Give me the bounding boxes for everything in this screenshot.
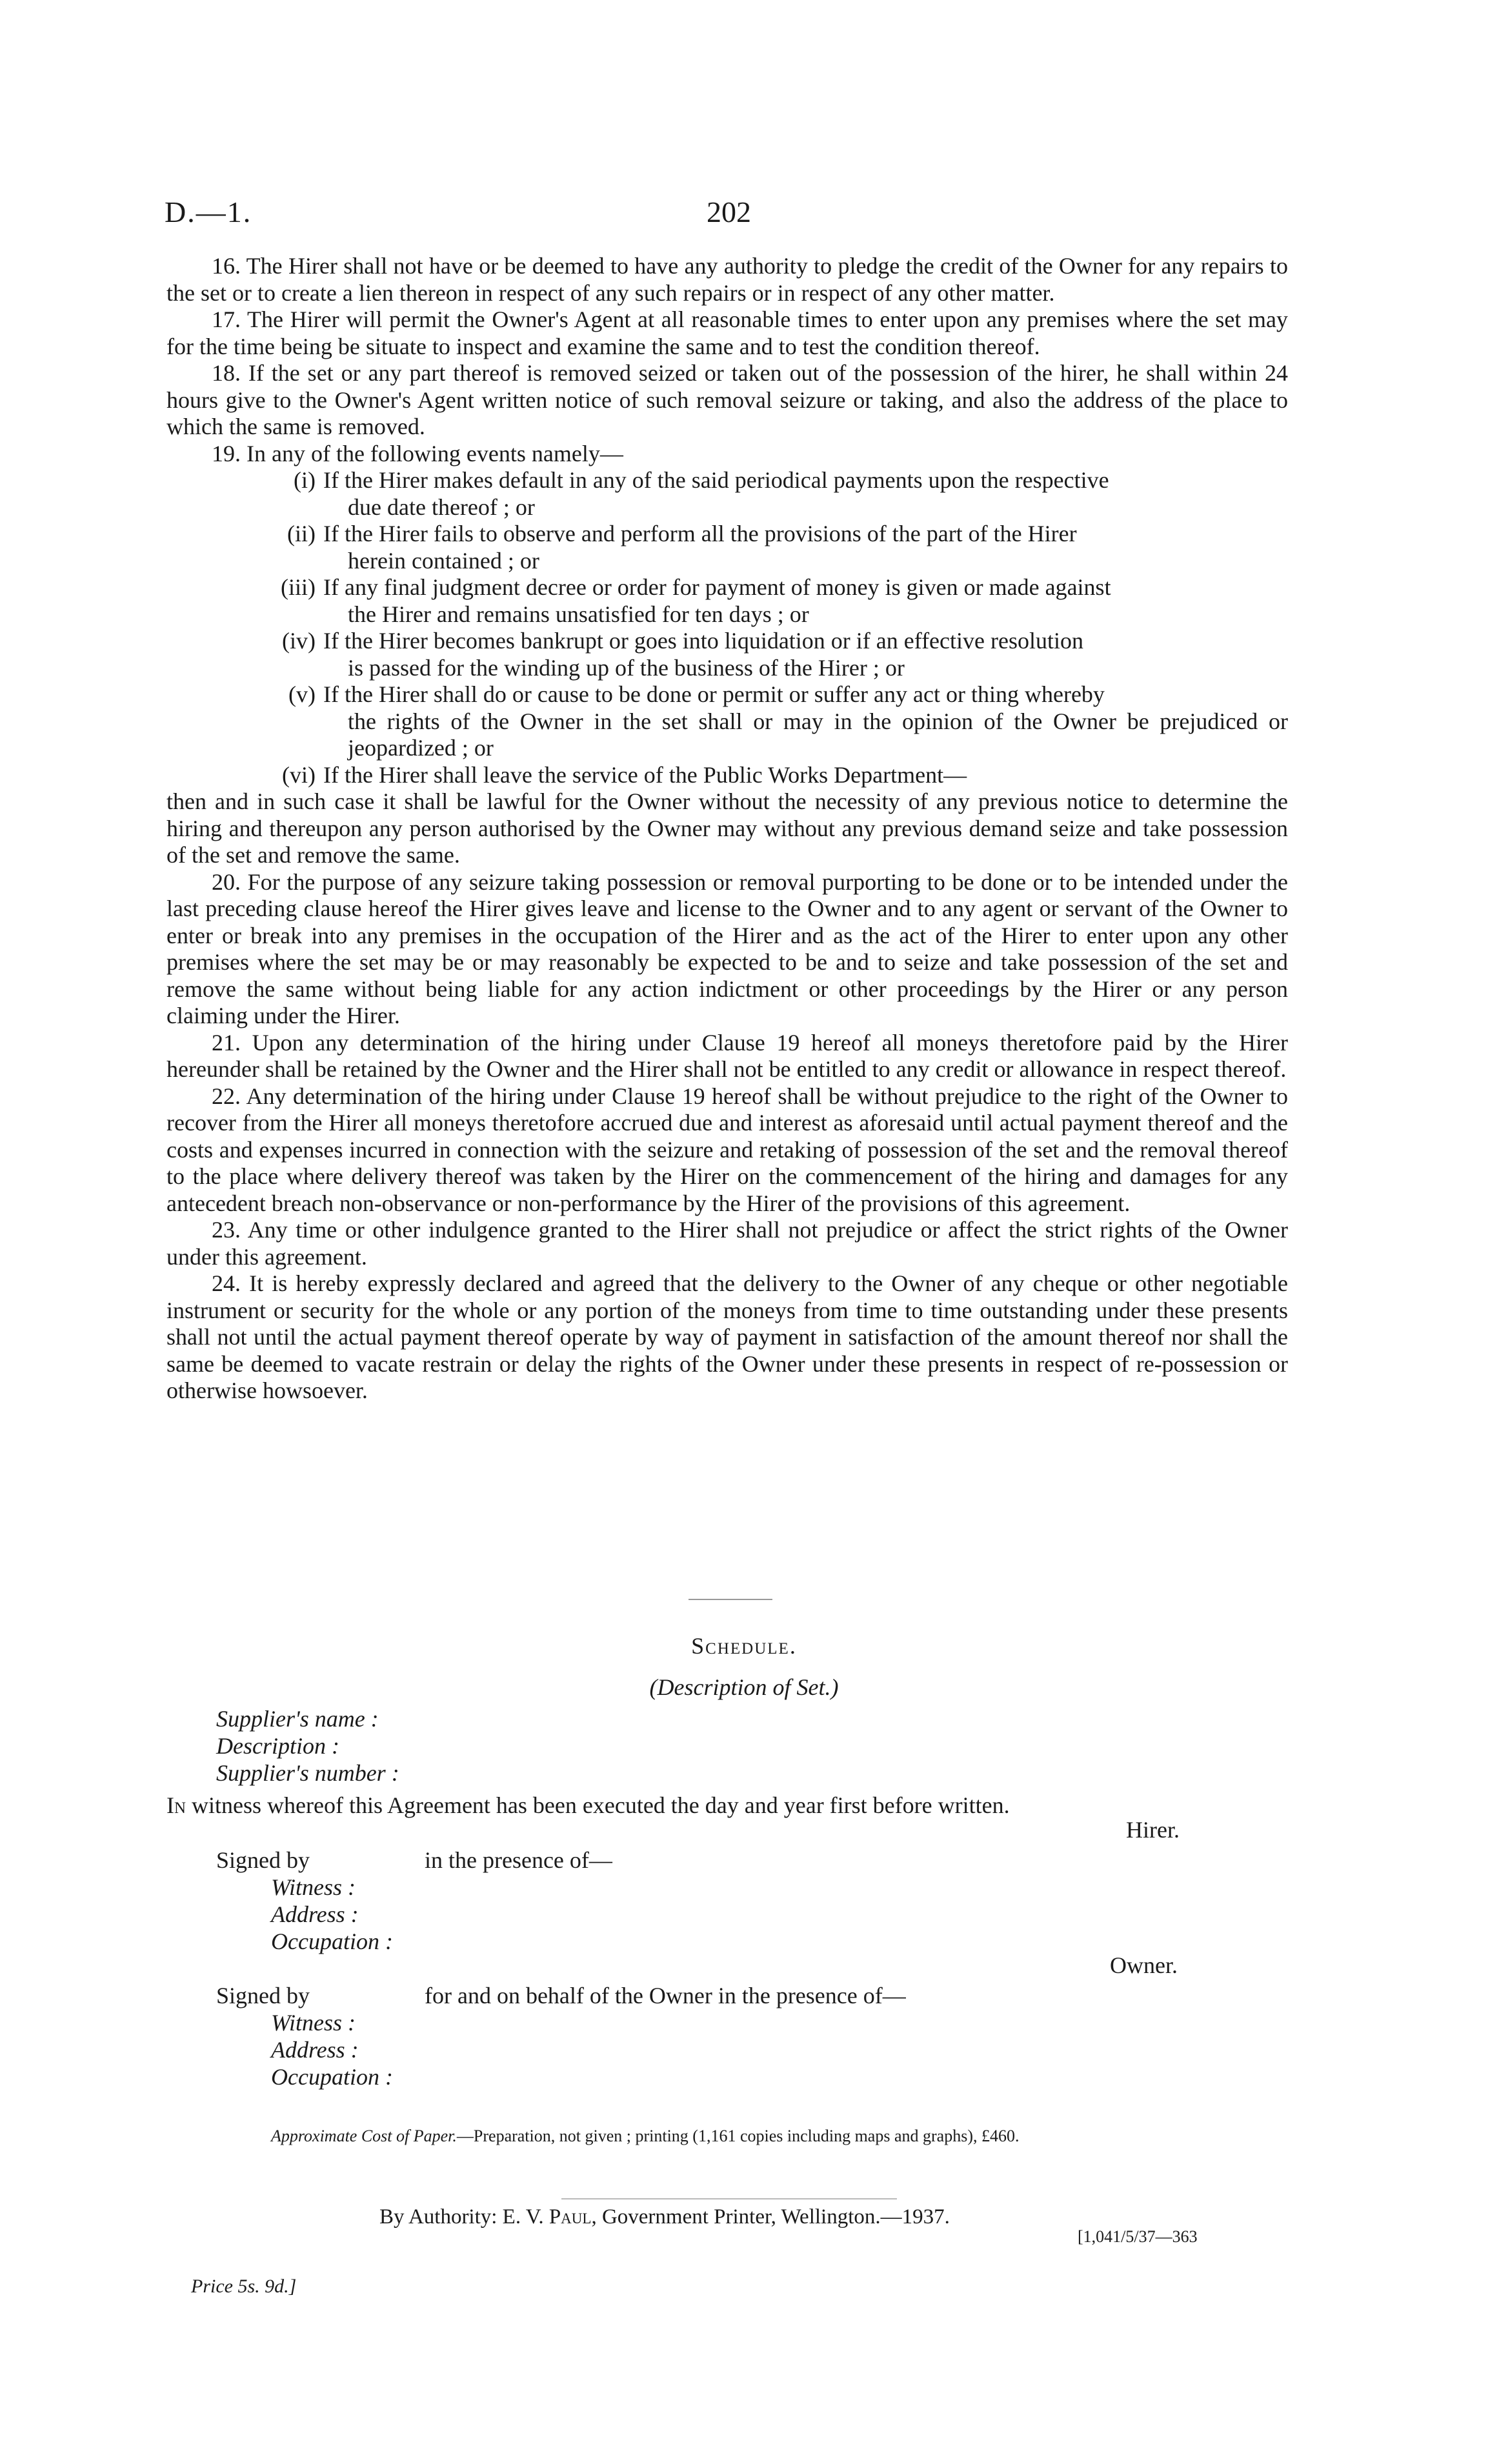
item-text: If the Hirer fails to observe and perform all the provisions of the part of the Hirer	[323, 521, 1077, 546]
cost-of-paper	[271, 2127, 1019, 2146]
print-code: [1,041/5/37—363	[1078, 2227, 1198, 2246]
hirer-signed-by: Signed by	[216, 1847, 310, 1873]
owner-address-label: Address :	[271, 2037, 359, 2063]
document-reference: D.—1.	[165, 195, 252, 228]
item-number: (ii)	[287, 521, 316, 546]
owner-presence: for and on behalf of the Owner in the presence of—	[425, 1983, 906, 2008]
clause-22: 22. Any determination of the hiring under Clause 19 hereof shall be without prejudice to the right of the Owner to recover from the Hirer all moneys theretofore accrued due and interest as aforesaid until actual payment thereof and the costs and expenses incurred in connection with the seizure and retaking of possession of the set and the removal thereof to the place where delivery thereof was taken by the Hirer on the commencement of the hiring and damages for any antecedent breach non-observance or non-performance by the Hirer of the provisions of this agreement.	[166, 1083, 1288, 1216]
clause-20: 20. For the purpose of any seizure taking possession or removal purporting to be done or to be intended under the last preceding clause hereof the Hirer gives leave and license to the Owner and to any agent or servant of the Owner to enter or break into any premises in the occupation of the Hirer and as the act of the Hirer to enter upon any other premises where the set may be or may reasonably be expected to be and to seize and take possession of the set and remove the same without being liable for any action indictment or other proceedings by the Hirer or any person claiming under the Hirer.	[166, 868, 1288, 1028]
item-number: (v)	[288, 681, 316, 707]
owner-signed-by: Signed by	[216, 1983, 310, 2008]
item-text-continued: the Hirer and remains unsatisfied for ten days ; or	[348, 601, 809, 627]
printer-authority	[379, 2205, 950, 2229]
item-text-continued: due date thereof ; or	[348, 494, 535, 520]
list-item	[266, 681, 1288, 762]
clause-24: 24. It is hereby expressly declared and agreed that the delivery to the Owner of any cheque or other negotiable instrument or security for the whole or any portion of the moneys from time to time outstanding under these presents shall not until the actual payment thereof operate by way of payment in satisfaction of the amount thereof nor shall the same be deemed to vacate restrain or delay the rights of the Owner under these presents in respect of re-possession or otherwise howsoever.	[166, 1270, 1288, 1403]
item-number: (iv)	[282, 628, 316, 654]
clause-19-events	[266, 467, 1288, 788]
list-item	[266, 762, 1288, 789]
schedule-subtitle: (Description of Set.)	[649, 1674, 839, 1700]
item-text-continued: the rights of the Owner in the set shall or may in the opinion of the Owner be prejudiced or jeopardized ; or	[348, 708, 1288, 761]
item-text-continued: is passed for the winding up of the business of the Hirer ; or	[348, 654, 905, 681]
printer-name: Paul	[548, 2205, 592, 2229]
clause-21: 21. Upon any determination of the hiring under Clause 19 hereof all moneys theretofore paid by the Hirer hereunder shall be retained by the Owner and the Hirer shall not be entitled to any credit or allowance in respect thereof.	[166, 1029, 1288, 1082]
section-divider	[689, 1599, 772, 1600]
clause-18: 18. If the set or any part thereof is removed seized or taken out of the possession of the hirer, he shall within 24 hours give to the Owner's Agent written notice of such removal seizure or taking, and also the address of the place to which the same is removed.	[166, 360, 1288, 439]
hirer-label: Hirer.	[1126, 1817, 1180, 1843]
item-text: If the Hirer becomes bankrupt or goes into liquidation or if an effective resolution	[323, 628, 1083, 654]
page-number: 202	[707, 195, 751, 228]
item-text: If the Hirer makes default in any of the said periodical payments upon the respective	[323, 467, 1109, 493]
clause-17: 17. The Hirer will permit the Owner's Agent at all reasonable times to enter upon any premises where the set may for the time being be situate to inspect and examine the same and to test the condition thereof.	[166, 306, 1288, 359]
hirer-presence: in the presence of—	[425, 1847, 612, 1873]
clause-16: 16. The Hirer shall not have or be deemed to have any authority to pledge the credit of the Owner for any repairs to the set or to create a lien thereon in respect of any such repairs or in respect of any other matter.	[166, 253, 1288, 306]
list-item	[266, 521, 1288, 574]
list-item	[266, 574, 1288, 628]
witness-statement	[166, 1792, 1010, 1819]
list-item	[266, 467, 1288, 521]
item-text: If any final judgment decree or order for payment of money is given or made against	[323, 574, 1111, 600]
owner-occupation-label: Occupation :	[271, 2064, 393, 2090]
item-text: If the Hirer shall do or cause to be done or permit or suffer any act or thing whereby	[323, 681, 1105, 707]
item-number: (iii)	[281, 574, 316, 600]
clause-23: 23. Any time or other indulgence granted to the Hirer shall not prejudice or affect the strict rights of the Owner under this agreement.	[166, 1217, 1288, 1270]
hirer-occupation-label: Occupation :	[271, 1928, 393, 1954]
footer-rule	[561, 2198, 897, 2199]
item-number: (i)	[294, 467, 316, 493]
hirer-witness-label: Witness :	[271, 1874, 356, 1900]
description-label: Description :	[216, 1733, 339, 1759]
hirer-address-label: Address :	[271, 1901, 359, 1927]
list-item	[266, 628, 1288, 681]
cost-text: —Preparation, not given ; printing (1,161 copies including maps and graphs), £460.	[456, 2127, 1020, 2145]
agreement-clauses	[166, 253, 1288, 1405]
item-text-continued: herein contained ; or	[348, 547, 539, 574]
owner-witness-label: Witness :	[271, 2010, 356, 2036]
owner-label: Owner.	[1110, 1952, 1178, 1978]
authority-suffix: , Government Printer, Wellington.—1937.	[591, 2205, 950, 2229]
item-text: If the Hirer shall leave the service of the Public Works Department—	[323, 761, 967, 788]
cost-label: Approximate Cost of Paper.	[271, 2127, 457, 2145]
authority-prefix: By Authority: E. V.	[379, 2205, 549, 2229]
clause-19-consequence: then and in such case it shall be lawful for the Owner without the necessity of any previous notice to determine the hiring and thereupon any person authorised by the Owner may without any previous demand seize and take possession of the set and remove the same.	[166, 788, 1288, 868]
supplier-name-label: Supplier's name :	[216, 1706, 379, 1732]
item-number: (vi)	[282, 761, 316, 788]
witness-statement-text: witness whereof this Agreement has been executed the day and year first before written.	[192, 1792, 1010, 1818]
price: Price 5s. 9d.]	[191, 2276, 297, 2297]
witness-initial: In	[166, 1792, 186, 1818]
clause-19-intro: 19. In any of the following events namely—	[212, 440, 623, 466]
schedule-title: Schedule.	[691, 1633, 797, 1659]
supplier-number-label: Supplier's number :	[216, 1760, 399, 1786]
